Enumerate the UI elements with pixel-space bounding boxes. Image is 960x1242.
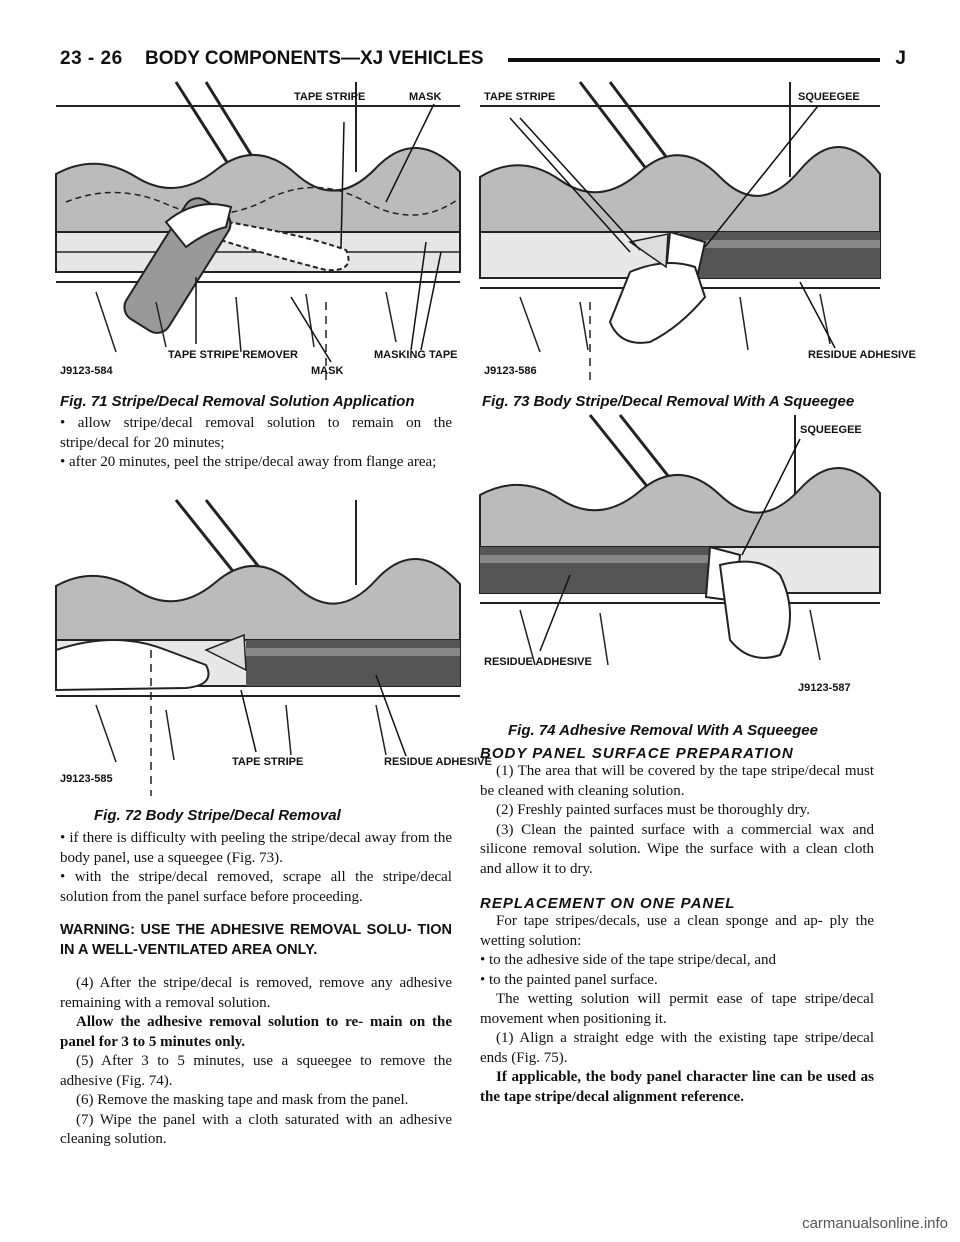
section-heading-replacement: REPLACEMENT ON ONE PANEL	[480, 895, 736, 912]
fig71-label-remover: TAPE STRIPE REMOVER	[168, 349, 298, 361]
warning-text: WARNING: USE THE ADHESIVE REMOVAL SOLU- TION IN A WELL-VENTILATED AREA ONLY.	[60, 922, 452, 958]
paragraph: (1) The area that will be covered by the tape stripe/decal must be cleaned with cleaning solution.	[480, 763, 874, 799]
fig74-label-residue: RESIDUE ADHESIVE	[484, 656, 592, 668]
fig71-code: J9123-584	[60, 365, 113, 377]
left-text-block-b	[60, 829, 452, 1150]
figure-74-illustration	[480, 415, 880, 707]
header-rule	[508, 58, 880, 62]
fig72-label-residue: RESIDUE ADHESIVE	[384, 756, 492, 768]
paragraph: (4) After the stripe/decal is removed, remove any adhesive remaining with a removal solution.	[60, 975, 452, 1011]
paragraph: For tape stripes/decals, use a clean sponge and ap- ply the wetting solution:	[480, 913, 874, 949]
header-mark: J	[895, 48, 906, 69]
paragraph-bold: Allow the adhesive removal solution to re- main on the panel for 3 to 5 minutes only.	[60, 1014, 452, 1050]
fig71-label-masking-tape: MASKING TAPE	[374, 349, 458, 361]
fig73-label-squeegee: SQUEEGEE	[798, 91, 860, 103]
figure-71-illustration	[56, 82, 460, 382]
fig74-label-squeegee: SQUEEGEE	[800, 424, 862, 436]
fig73-label-residue: RESIDUE ADHESIVE	[808, 349, 916, 361]
paragraph: (1) Align a straight edge with the existing tape stripe/decal ends (Fig. 75).	[480, 1030, 874, 1066]
watermark: carmanualsonline.info	[802, 1215, 948, 1232]
list-item: • to the adhesive side of the tape stripe/decal, and	[480, 952, 776, 968]
paragraph: (7) Wipe the panel with a cloth saturated with an adhesive cleaning solution.	[60, 1111, 452, 1147]
list-item: • to the painted panel surface.	[480, 971, 658, 988]
figure-72-illustration	[56, 500, 492, 796]
fig71-label-mask-bottom: MASK	[311, 365, 344, 377]
figure-73-caption: Fig. 73 Body Stripe/Decal Removal With A Squeegee	[482, 393, 855, 410]
paragraph: The wetting solution will permit ease of tape stripe/decal movement when positioning it.	[480, 991, 874, 1027]
fig72-label-tape-stripe: TAPE STRIPE	[232, 756, 304, 768]
figure-74-caption: Fig. 74 Adhesive Removal With A Squeegee	[508, 722, 818, 739]
right-text-block	[480, 745, 874, 1107]
figure-71-caption: Fig. 71 Stripe/Decal Removal Solution Application	[60, 393, 415, 410]
section-title: BODY COMPONENTS—XJ VEHICLES	[145, 48, 484, 69]
fig73-code: J9123-586	[484, 365, 537, 377]
fig71-label-tape-stripe: TAPE STRIPE	[294, 91, 366, 103]
paragraph-bold: If applicable, the body panel character line can be used as the tape stripe/decal alignment reference.	[480, 1069, 874, 1105]
paragraph: (2) Freshly painted surfaces must be thoroughly dry.	[496, 802, 810, 818]
list-item: • with the stripe/decal removed, scrape all the stripe/decal solution from the panel surface before proceeding.	[60, 869, 452, 905]
paragraph: (5) After 3 to 5 minutes, use a squeegee to remove the adhesive (Fig. 74).	[60, 1053, 452, 1089]
list-item: • after 20 minutes, peel the stripe/decal away from flange area;	[60, 454, 437, 470]
fig71-label-mask-top: MASK	[409, 91, 442, 103]
paragraph: (3) Clean the painted surface with a commercial wax and silicone removal solution. Wipe the surface with a clean cloth and allow it to dry.	[480, 821, 874, 877]
page-header	[60, 46, 906, 76]
paragraph: (6) Remove the masking tape and mask from the panel.	[76, 1092, 409, 1108]
fig73-label-tape-stripe: TAPE STRIPE	[484, 91, 556, 103]
list-item: • if there is difficulty with peeling the stripe/decal away from the body panel, use a squeegee (Fig. 73).	[60, 830, 452, 866]
page-number: 23 - 26	[60, 48, 123, 69]
fig74-code: J9123-587	[798, 682, 851, 694]
list-item: • allow stripe/decal removal solution to remain on the stripe/decal for 20 minutes;	[60, 415, 452, 451]
left-text-block-a	[60, 414, 452, 473]
fig72-code: J9123-585	[60, 773, 113, 785]
section-heading-prep: BODY PANEL SURFACE PREPARATION	[480, 745, 794, 762]
figure-72-caption: Fig. 72 Body Stripe/Decal Removal	[94, 807, 341, 824]
figure-73-illustration	[480, 82, 916, 382]
